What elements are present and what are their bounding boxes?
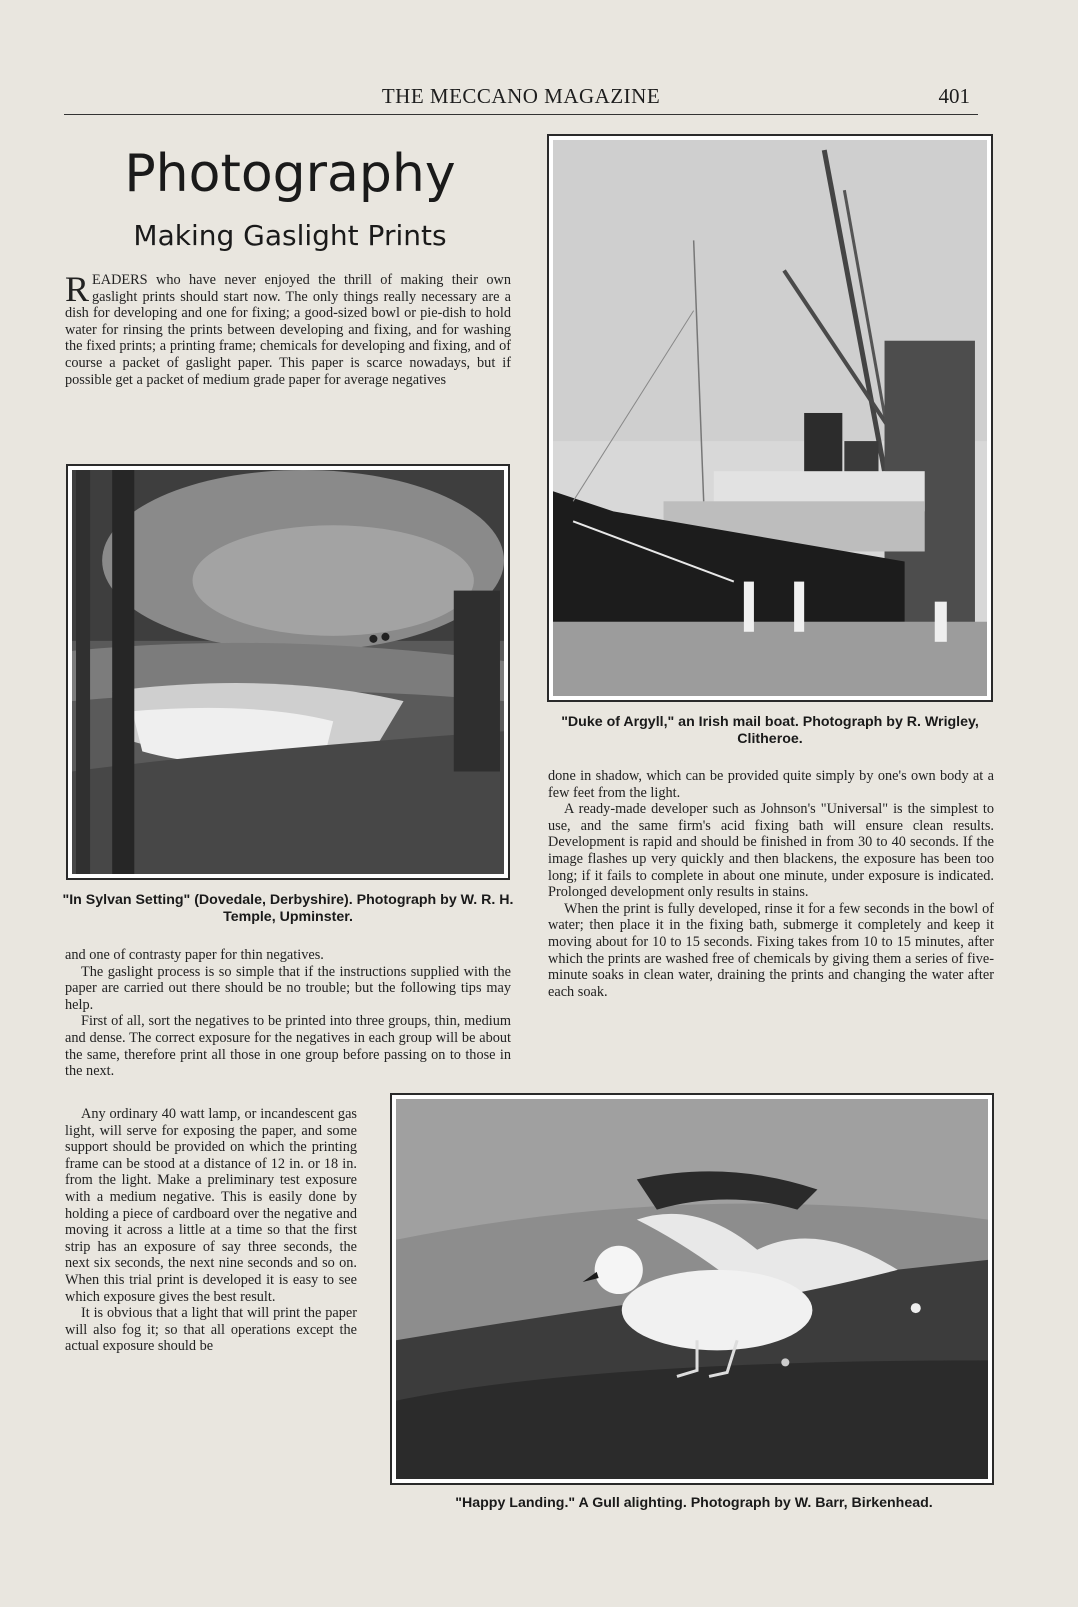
paragraph-fixing: When the print is fully developed, rinse it for a few seconds in the bowl of water; then place it in the fixing bath, submerge it completely and keep it moving about for 10 to 15 seconds. Fixing takes from 10 to 15 minutes, after which the prints are washed free of chemicals by giving them a series of five-minute soaks in clean water, draining the prints and changing the water after each soak. (548, 900, 994, 1000)
ship-caption: "Duke of Argyll," an Irish mail boat. Photograph by R. Wrigley, Clitheroe. (561, 714, 979, 747)
sylvan-setting-photo (66, 464, 510, 880)
paragraph-continued: and one of contrasty paper for thin negatives. (65, 947, 324, 963)
paragraph-developer: A ready-made developer such as Johnson's "Universal" is the simplest to use, and the same firm's acid fixing bath will ensure clean results. Development is rapid and should be finished in from 30 to 40 seconds. If the image flashes up very quickly and then blackens, the exposure has been too long; if it fails to complete in about one minute, under exposure is indicated. Prolonged development only results in stains. (548, 801, 994, 901)
page-number: 401 (938, 84, 970, 108)
left-narrow-text (65, 1106, 357, 1355)
drop-cap: R (65, 269, 90, 309)
article-subtitle: Making Gaslight Prints (133, 219, 447, 252)
ship-photo (547, 134, 993, 702)
gull-caption: "Happy Landing." A Gull alighting. Photograph by W. Barr, Birkenhead. (455, 1495, 933, 1511)
gull-image (396, 1099, 988, 1479)
running-header (64, 84, 978, 115)
paragraph-fog-warning: It is obvious that a light that will print the paper will also fog it; so that all operations except the actual exposure should be (65, 1305, 357, 1355)
paragraph-shadow: done in shadow, which can be provided quite simply by one's own body at a few feet from the light. (548, 768, 994, 801)
paragraph-sort-negatives: First of all, sort the negatives to be printed into three groups, thin, medium and dense. The correct exposure for the negatives in each group will be about the same, therefore print all those in one group before passing on to those in the next. (65, 1013, 511, 1080)
paragraph-test-exposure: Any ordinary 40 watt lamp, or incandescent gas light, will serve for exposing the paper, and some support should be provided on which the printing frame can be stood at a distance of 12 in. or 18 in. from the light. Make a preliminary test exposure with a medium negative. This is easily done by holding a piece of cardboard over the negative and moving it across a little at a time so that the first strip has an exposure of say three seconds, the next six seconds, the next nine seconds and so on. When this trial print is developed it is easy to see which exposure gives the best result. (65, 1106, 357, 1305)
article-title: Photography (124, 144, 456, 204)
right-column-text (548, 768, 994, 1000)
gull-photo (390, 1093, 994, 1485)
sylvan-setting-image (72, 470, 504, 874)
sylvan-setting-caption: "In Sylvan Setting" (Dovedale, Derbyshire). Photograph by W. R. H. Temple, Upminster. (62, 892, 514, 925)
magazine-title: THE MECCANO MAGAZINE (381, 84, 661, 108)
left-continued-text (65, 947, 511, 1080)
paragraph-gaslight-process: The gaslight process is so simple that if the instructions supplied with the paper are carried out there should be no trouble; but the following tips may help. (65, 963, 511, 1013)
ship-image (553, 140, 987, 696)
intro-text: EADERS who have never enjoyed the thrill of making their own gaslight prints should start now. The only things really necessary are a dish for developing and one for fixing; a good-sized bowl or pie-dish to hold water for rinsing the prints between developing and fixing, and for washing the fixed prints; a printing frame; chemicals for developing and fixing, and of course a packet of gaslight paper. This paper is scarce nowadays, but if possible get a packet of medium grade paper for average negatives (65, 272, 511, 388)
intro-paragraph (65, 269, 511, 388)
